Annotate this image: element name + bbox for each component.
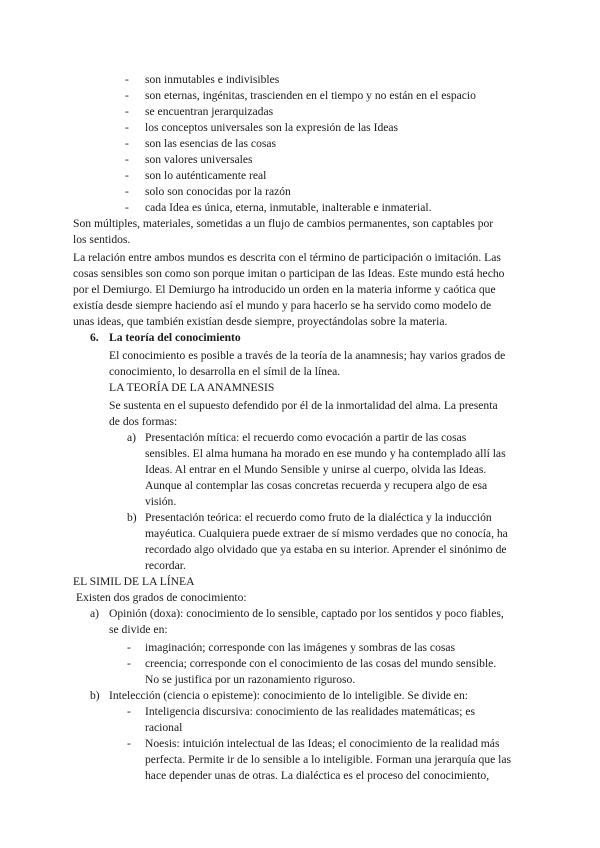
item-line: Aunque al contemplar las cosas concretas recuerda y recupera algo de esa (145, 479, 488, 492)
item-marker: a) (127, 431, 137, 444)
list-item: son eternas, ingénitas, trascienden en el tiempo y no están en el espacio (145, 89, 476, 102)
item-line: sensibles. El alma humana ha morado en ese mundo y ha contemplado allí las (145, 447, 506, 460)
list-dash: - (127, 737, 131, 750)
list-item: son valores universales (145, 153, 253, 166)
list-item: perfecta. Permite ir de lo sensible a lo inteligible. Forman una jerarquía que las (145, 753, 512, 766)
item-marker: b) (127, 511, 137, 524)
list-item: racional (145, 721, 183, 734)
paragraph-line: La relación entre ambos mundos es descrita con el término de participación o imitación. Las (73, 251, 501, 264)
list-item: imaginación; corresponde con las imágenes y sombras de las cosas (145, 641, 456, 654)
section-title: La teoría del conocimiento (109, 331, 241, 344)
list-dash: - (127, 705, 131, 718)
paragraph-line: existía desde siempre haciendo así el mundo y para hacerlo se ha servido como modelo de (73, 299, 492, 312)
list-item: No se justifica por un razonamiento riguroso. (145, 673, 356, 686)
list-item: Noesis: intuición intelectual de las Ideas; el conocimiento de la realidad más (145, 737, 500, 750)
item-line: Ideas. Al entrar en el Mundo Sensible y unirse al cuerpo, olvida las Ideas. (145, 463, 487, 476)
item-line: recordado algo olvidado que ya estaba en su interior. Aprender el sinónimo de (145, 543, 507, 556)
paragraph-line: unas ideas, que también existían desde siempre, proyectándolas sobre la materia. (73, 315, 448, 328)
list-item: son las esencias de las cosas (145, 137, 277, 150)
list-dash: - (125, 185, 129, 198)
item-line: mayéutica. Cualquiera puede extraer de sí mismo verdades que no conocía, ha (145, 527, 508, 540)
item-line: Opinión (doxa): conocimiento de lo sensible, captado por los sentidos y poco fiables, (109, 607, 504, 620)
section-number: 6. (90, 331, 99, 344)
list-item: Inteligencia discursiva: conocimiento de las realidades matemáticas; es (145, 705, 475, 718)
paragraph-line: los sentidos. (73, 233, 131, 246)
list-item: cada Idea es única, eterna, inmutable, inalterable e inmaterial. (145, 201, 432, 214)
paragraph-line: por el Demiurgo. El Demiurgo ha introducido un orden en la materia informe y caótica que (73, 283, 496, 296)
anamnesis-subheading: LA TEORÍA DE LA ANAMNESIS (109, 381, 275, 394)
paragraph-line: Se sustenta en el supuesto defendido por él de la inmortalidad del alma. La presenta (109, 399, 498, 412)
item-line: recordar. (145, 559, 186, 572)
simil-heading: EL SIMIL DE LA LÍNEA (73, 575, 195, 588)
paragraph-line: conocimiento, lo desarrolla en el símil de la línea. (109, 365, 341, 378)
paragraph-line: El conocimiento es posible a través de la teoría de la anamnesis; hay varios grados de (109, 349, 506, 362)
list-item: solo son conocidas por la razón (145, 185, 291, 198)
list-item: se encuentran jerarquizadas (145, 105, 274, 118)
item-line: Intelección (ciencia o episteme): conocimiento de lo inteligible. Se divide en: (109, 689, 468, 702)
list-dash: - (125, 73, 129, 86)
item-line: Presentación teórica: el recuerdo como fruto de la dialéctica y la inducción (145, 511, 492, 524)
list-item: hace depender unas de otras. La dialéctica es el proceso del conocimiento, (145, 769, 490, 782)
item-marker: a) (90, 607, 100, 620)
list-item: son lo auténticamente real (145, 169, 267, 182)
list-item: son inmutables e indivisibles (145, 73, 280, 86)
list-item: creencia; corresponde con el conocimiento de las cosas del mundo sensible. (145, 657, 497, 670)
list-dash: - (125, 105, 129, 118)
list-dash: - (125, 89, 129, 102)
paragraph-line: Son múltiples, materiales, sometidas a un flujo de cambios permanentes, son captables por (73, 217, 494, 230)
list-dash: - (125, 137, 129, 150)
item-line: se divide en: (109, 623, 168, 636)
list-dash: - (125, 153, 129, 166)
item-line: Presentación mítica: el recuerdo como evocación a partir de las cosas (145, 431, 467, 444)
list-dash: - (125, 169, 129, 182)
paragraph-line: cosas sensibles son como son porque imitan o participan de las Ideas. Este mundo está hecho (73, 267, 505, 280)
list-dash: - (125, 121, 129, 134)
item-line: visión. (145, 495, 177, 508)
paragraph-line: de dos formas: (109, 415, 178, 428)
simil-intro: Existen dos grados de conocimiento: (76, 591, 247, 604)
item-marker: b) (90, 689, 100, 702)
list-item: los conceptos universales son la expresión de las Ideas (145, 121, 399, 134)
list-dash: - (127, 657, 131, 670)
list-dash: - (127, 641, 131, 654)
list-dash: - (125, 201, 129, 214)
